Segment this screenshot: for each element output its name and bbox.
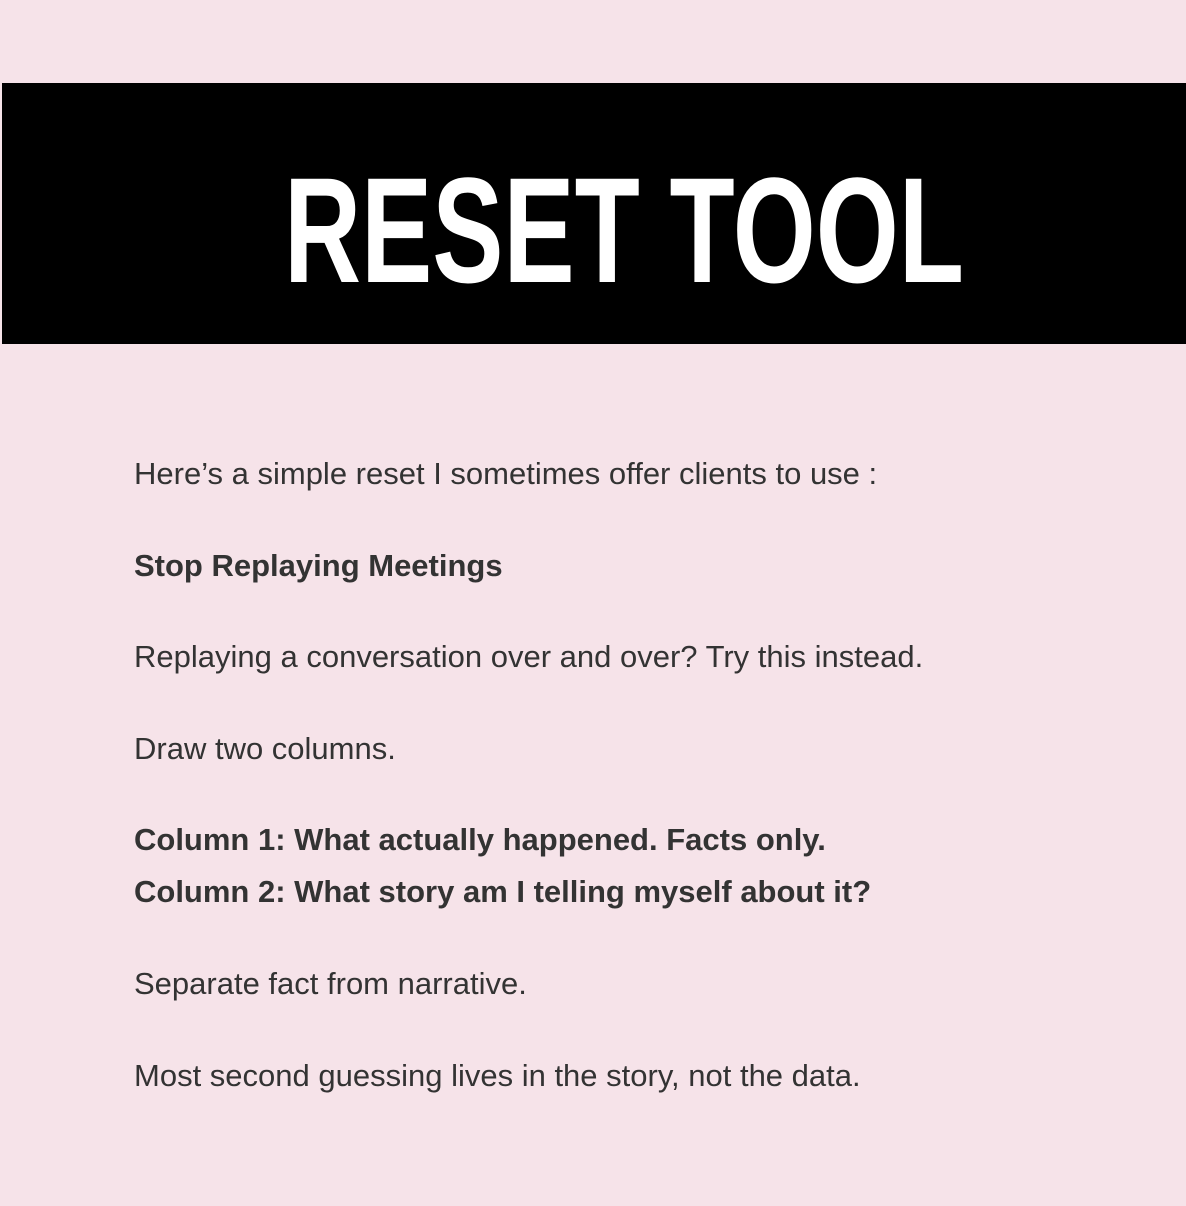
- intro-text: Here’s a simple reset I sometimes offer clients to use :: [134, 456, 878, 491]
- section-heading: Stop Replaying Meetings: [134, 548, 503, 583]
- column-2-text: Column 2: What story am I telling myself about it?: [134, 874, 872, 909]
- column-1-text: Column 1: What actually happened. Facts only.: [134, 822, 826, 857]
- banner-title-graphic: [2, 83, 1186, 344]
- paragraph-draw-columns: Draw two columns.: [134, 731, 396, 766]
- paragraph-separate: Separate fact from narrative.: [134, 966, 527, 1001]
- paragraph-replaying: Replaying a conversation over and over? Try this instead.: [134, 639, 924, 674]
- paragraph-second-guessing: Most second guessing lives in the story, not the data.: [134, 1058, 861, 1093]
- banner: [2, 83, 1186, 344]
- banner-title: RESET TOOL: [284, 146, 964, 314]
